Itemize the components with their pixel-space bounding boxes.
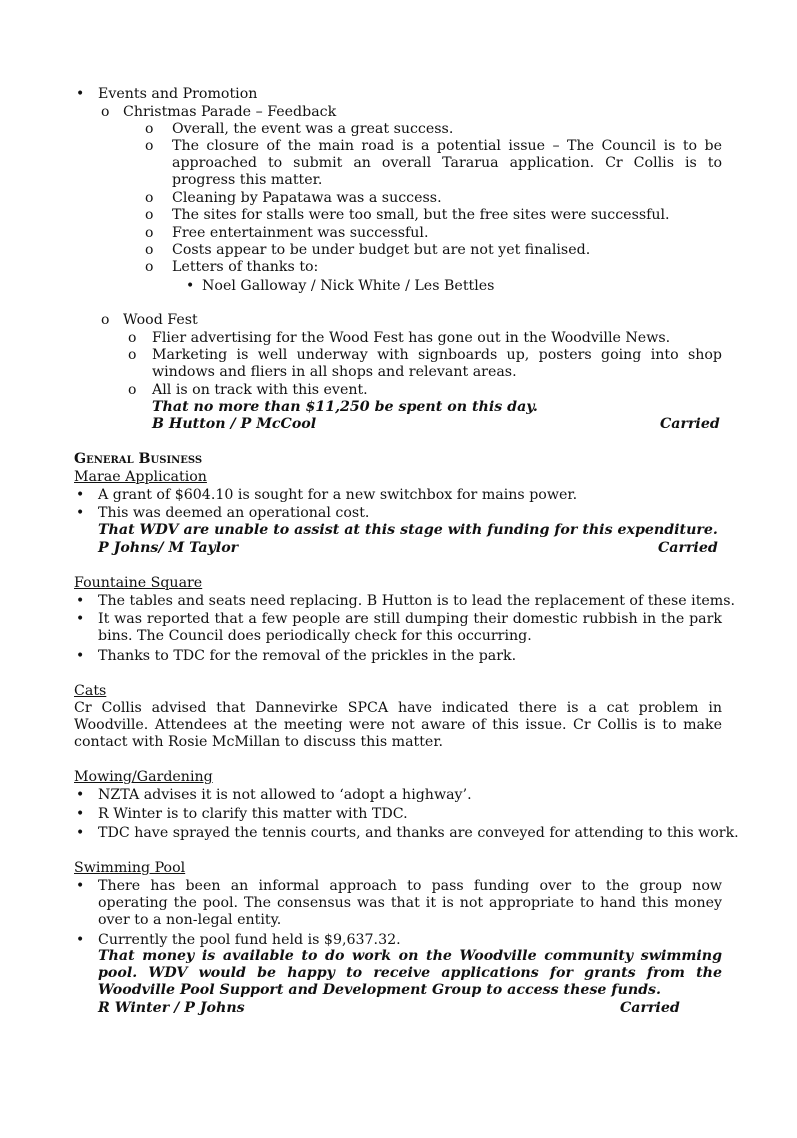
woodfest-item: Flier advertising for the Wood Fest has gone out in the Woodville News.: [152, 330, 671, 346]
bullet-icon: •: [76, 806, 85, 822]
circle-bullet-icon: o: [145, 242, 154, 258]
marae-motion: That WDV are unable to assist at this stage with funding for this expenditure.: [98, 522, 718, 538]
pool-item: There has been an informal approach to pass funding over to the group now operating the pool. The consensus was that it is not appropriate to hand this money over to a non-legal entity.: [98, 878, 722, 928]
woodfest-movers: B Hutton / P McCool: [152, 416, 317, 432]
circle-bullet-icon: o: [145, 225, 154, 241]
parade-item: The sites for stalls were too small, but the free sites were successful.: [172, 207, 670, 223]
woodfest-item: All is on track with this event.: [152, 382, 368, 398]
mowing-item: R Winter is to clarify this matter with TDC.: [98, 806, 408, 822]
bullet-icon: •: [186, 278, 195, 294]
circle-bullet-icon: o: [128, 330, 137, 346]
pool-item: Currently the pool fund held is $9,637.32.: [98, 932, 401, 948]
bullet-icon: •: [76, 648, 85, 664]
bullet-icon: •: [76, 932, 85, 948]
subheading-mowing: Mowing/Gardening: [74, 769, 213, 785]
subheading-swimming-pool: Swimming Pool: [74, 860, 186, 876]
circle-bullet-icon: o: [101, 104, 110, 120]
bullet-icon: •: [76, 825, 85, 841]
pool-result: Carried: [620, 1000, 680, 1016]
thanks-list: Noel Galloway / Nick White / Les Bettles: [202, 278, 495, 294]
pool-movers: R Winter / P Johns: [98, 1000, 245, 1016]
circle-bullet-icon: o: [145, 138, 154, 154]
parade-item: Overall, the event was a great success.: [172, 121, 454, 137]
fountaine-item: The tables and seats need replacing. B Hutton is to lead the replacement of these items.: [98, 593, 736, 609]
woodfest-result: Carried: [660, 416, 720, 432]
circle-bullet-icon: o: [145, 190, 154, 206]
circle-bullet-icon: o: [128, 347, 137, 363]
bullet-icon: •: [76, 878, 85, 894]
marae-movers: P Johns/ M Taylor: [98, 540, 239, 556]
circle-bullet-icon: o: [145, 121, 154, 137]
subheading-wood-fest: Wood Fest: [123, 312, 198, 328]
section-heading-general-business: General Business: [74, 451, 203, 467]
parade-item: Free entertainment was successful.: [172, 225, 429, 241]
marae-item: A grant of $604.10 is sought for a new switchbox for mains power.: [98, 487, 578, 503]
cats-paragraph: Cr Collis advised that Dannevirke SPCA have indicated there is a cat problem in Woodville. Attendees at the meeting were not aware of this issue. Cr Collis is to make contact with Rosie McMillan to discuss this matter.: [74, 700, 722, 750]
subheading-christmas-parade: Christmas Parade – Feedback: [123, 104, 337, 120]
marae-item: This was deemed an operational cost.: [98, 505, 370, 521]
pool-motion: That money is available to do work on the Woodville community swimming pool. WDV would be happy to receive applications for grants from the Woodville Pool Support and Development Group to access these funds.: [98, 948, 722, 998]
subheading-cats: Cats: [74, 683, 107, 699]
marae-result: Carried: [658, 540, 718, 556]
subheading-marae: Marae Application: [74, 469, 207, 485]
bullet-icon: •: [76, 505, 85, 521]
bullet-icon: •: [76, 787, 85, 803]
parade-item: Costs appear to be under budget but are not yet finalised.: [172, 242, 591, 258]
bullet-icon: •: [76, 611, 85, 627]
bullet-icon: •: [76, 487, 85, 503]
mowing-item: TDC have sprayed the tennis courts, and thanks are conveyed for attending to this work.: [98, 825, 739, 841]
fountaine-item: Thanks to TDC for the removal of the prickles in the park.: [98, 648, 517, 664]
circle-bullet-icon: o: [128, 382, 137, 398]
parade-item: Letters of thanks to:: [172, 259, 319, 275]
woodfest-motion: That no more than $11,250 be spent on this day.: [152, 399, 538, 415]
circle-bullet-icon: o: [145, 207, 154, 223]
mowing-item: NZTA advises it is not allowed to ‘adopt a highway’.: [98, 787, 472, 803]
woodfest-item: Marketing is well underway with signboards up, posters going into shop windows and fliers in all shops and relevant areas.: [152, 347, 722, 380]
bullet-icon: •: [76, 86, 85, 102]
circle-bullet-icon: o: [145, 259, 154, 275]
fountaine-item: It was reported that a few people are still dumping their domestic rubbish in the park bins. The Council does periodically check for this occurring.: [98, 611, 722, 644]
circle-bullet-icon: o: [101, 312, 110, 328]
subheading-fountaine-square: Fountaine Square: [74, 575, 203, 591]
bullet-icon: •: [76, 593, 85, 609]
section-heading-events: Events and Promotion: [98, 86, 258, 102]
parade-item: The closure of the main road is a potential issue – The Council is to be approached to submit an overall Tararua application. Cr Collis is to progress this matter.: [172, 138, 722, 188]
parade-item: Cleaning by Papatawa was a success.: [172, 190, 442, 206]
